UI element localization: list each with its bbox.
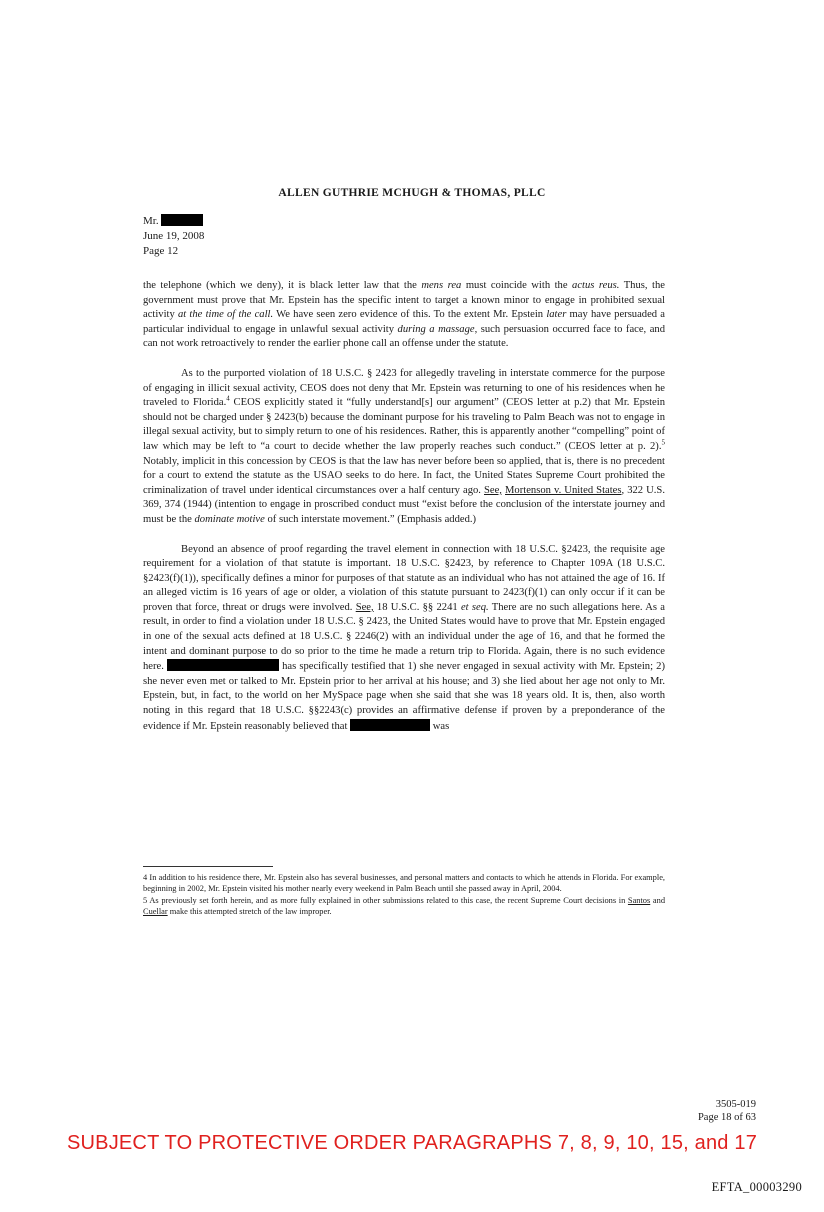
text-run: has specifically testified that 1) she never engaged in sexual activity with Mr. Epstein; 2) she never even met or talked to Mr. Epstein prior to her arrival at his house; and 3) she lied about her age not only to Mr. Epstein, but, in fact, to the world on her MySpace page when she said that she was 18 years old. It is, then, also worth noting in this regard that 18 U.S.C. §§2243(c) provides an affirmative defense if proven by a preponderance of the evidence if Mr. Epstein reasonably believed that [143,661,665,732]
text-run: We have seen zero evidence of this. To the extent Mr. Epstein [273,309,547,321]
redaction-box [350,719,430,731]
text-run: , 322 U.S. 369, 374 (1944) (intention to engage in proscribed conduct must “exist before the conclusion of the interstate journey and must be the [143,484,665,525]
firm-letterhead: ALLEN GUTHRIE MCHUGH & THOMAS, PLLC [278,187,546,199]
doc-number: 3505-019 [715,1099,756,1110]
text-run: dominate motive [194,513,265,525]
footnote-ref: 5 [661,438,665,447]
addressee-line [143,214,204,229]
footnote-ref: 4 [226,394,230,403]
text-run: may have persuaded a particular individual to engage in unlawful sexual activity [143,309,666,335]
protective-order-stamp: SUBJECT TO PROTECTIVE ORDER PARAGRAPHS 7, 8, 9, 10, 15, and 17 [66,1132,758,1154]
text-run: make this attempted stretch of the law improper. [167,906,332,916]
text-run: Beyond an absence of proof regarding the travel element in connection with 18 U.S.C. §2423, the requisite age requirement for a violation of that statute is important. 18 U.S.C. §2423, by reference to Chapter 109A (18 U.S.C. §2423(f)(1)), specifically defines a minor for purposes of that statute as an individual who has not attained the age of 16. If an alleged victim is 16 years of age or older, a violation of this statute pursuant to 2423(f)(1) can only occur if it can be proven that force, threat or drugs were involved. [143,543,665,613]
text-run: et seq. [460,601,489,613]
letter-page-number: Page 12 [143,245,179,257]
redaction-box [167,659,279,671]
footnote-5 [143,895,665,918]
text-run: 18 U.S.C. §§ 2241 [373,601,461,613]
text-run: of such interstate movement.” (Emphasis added.) [264,513,477,525]
footnote-4: 4 In addition to his residence there, Mr. Epstein also has several businesses, and personal matters and contacts to which he attends in Florida. For example, beginning in 2002, Mr. Epstein visited his mother nearly every weekend in Palm Beach until she passed away in April, 2004. [143,873,665,894]
citation-signal: See, [355,601,374,613]
text-run: must coincide with the [461,280,573,291]
text-run: later [546,309,567,321]
text-run: Notably, implicit in this concession by CEOS is that the law has never before been so applied, that is, there is no precedent for a court to extend the statute as the USAO seeks to do here. In fact, the United States Supreme Court prohibited the criminalization of travel under identical circumstances over a half century ago. [143,455,665,496]
text-run: the telephone (which we deny), it is black letter law that the [143,280,422,291]
citation-signal: See, [484,484,502,496]
salutation: Mr. [143,215,159,227]
footnotes [143,872,665,917]
letter-body [143,279,665,749]
paragraph-3 [143,543,665,735]
redaction-box [161,214,203,226]
text-run: There are no such allegations here. As a result, in order to find a violation under 18 U.S.C. § 2423, the United States would have to prove that Mr. Epstein engaged in one of the sexual acts defined at 18 U.S.C. § 2246(2) with an individual under the age of 16, and that he formed the intent and dominant purpose to do so prior to the time he made a return trip to Florida. Again, there is no such evidence here. [143,601,665,673]
text-run: mens rea [421,280,462,291]
text-run: such persuasion occurred face to face, and can not work retroactively to render the earlier phone call an offense under the statute. [143,323,666,350]
text-run: during a massage, [397,323,478,335]
text-run: was [430,720,450,732]
page-of-total: Page 18 of 63 [697,1112,756,1123]
text-run: 5 As previously set forth herein, and as more fully explained in other submissions related to this case, the recent Supreme Court decisions in [143,895,628,905]
text-run: As to the purported violation of 18 U.S.C. § 2423 for allegedly traveling in interstate commerce for the purpose of engaging in illicit sexual activity, CEOS does not deny that Mr. Epstein was returning to one of his residences when he traveled to Florida. [143,367,665,409]
case-citation: Cuellar [143,906,168,916]
text-run: CEOS explicitly stated it “fully understand[s] our argument” (CEOS letter at p.2) that Mr. Epstein should not be charged under § 2423(b) because the dominant purpose for his traveling to Palm Beach was not to engage in illegal sexual activity, but to simply return to one of his residences. Rather, this is apparently another “compelling” point of law which may be left to “a court to decide whether the law properly reaches such conduct.” (CEOS letter at p. 2). [143,397,665,452]
case-citation: Mortenson v. United States [505,484,622,496]
paragraph-1 [143,279,665,352]
letter-date: June 19, 2008 [143,230,205,242]
paragraph-2 [143,367,665,528]
case-citation: Santos [627,895,651,905]
text-run: Thus, the government must prove that Mr. Epstein has the specific intent to target a known minor to engage in prohibited sexual activity [143,280,665,321]
text-run: at the time of the call. [177,309,274,321]
footnote-divider [143,866,273,867]
text-run: actus reus. [572,280,620,291]
document-reference [698,1098,756,1124]
bates-number: EFTA_00003290 [711,1180,802,1194]
address-block [143,214,204,259]
text-run: and [650,895,666,905]
